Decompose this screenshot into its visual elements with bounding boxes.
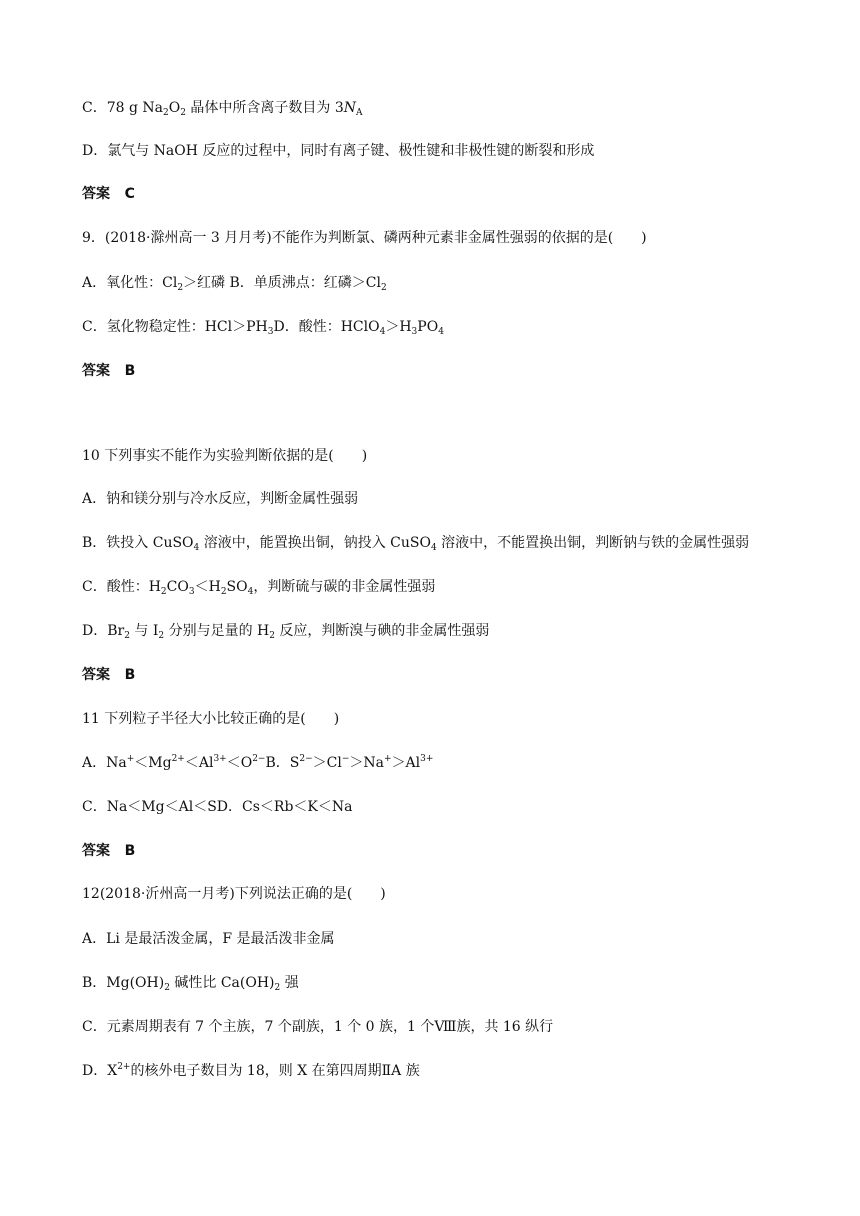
option-8c: C．78 g $Na_2O_2$ 晶体中所含离子数目为 $3N_A$ bbox=[82, 100, 363, 118]
option-10a: A．钠和镁分别与冷水反应，判断金属性强弱 bbox=[82, 491, 359, 507]
option-12a: A．Li 是最活泼金属，F 是最活泼非金属 bbox=[82, 931, 335, 947]
options-11cd: C．Na＜Mg＜Al＜SD．Cs＜Rb＜K＜Na bbox=[82, 799, 353, 815]
option-8d: D．氯气与 NaOH 反应的过程中，同时有离子键、极性键和非极性键的断裂和形成 bbox=[82, 143, 595, 159]
question-9: 9．(2018·滁州高一 3 月月考)不能作为判断氯、磷两种元素非金属性强弱的依据的是( ) bbox=[82, 230, 647, 246]
options-9cd: C．氢化物稳定性：$HCl>PH_3D$．酸性：$HClO_4>H_3PO_4$ bbox=[82, 319, 444, 337]
options-11ab: A．$Na^+<Mg^{2+}<Al^{3+}<O^{2-}B$．$S^{2-}>Cl^->Na^+>Al^{3+}$ bbox=[82, 754, 434, 771]
question-11: 11 下列粒子半径大小比较正确的是( ) bbox=[82, 711, 340, 727]
option-10c: C．酸性：$H_2CO_3<H_2SO_4$，判断硫与碳的非金属性强弱 bbox=[82, 579, 436, 597]
question-10: 10 下列事实不能作为实验判断依据的是( ) bbox=[82, 448, 368, 464]
options-9ab: A．氧化性：$Cl_2>$红磷 B．单质沸点：红磷$>Cl_2$ bbox=[82, 275, 387, 293]
answer-8: 答案 C bbox=[82, 186, 135, 202]
option-10b: B．铁投入 CuSO$_4$ 溶液中，能置换出铜，钠投入 CuSO$_4$ 溶液中，不能置换出铜，判断钠与铁的金属性强弱 bbox=[82, 535, 750, 553]
option-12d: D．$X^{2+}$的核外电子数目为 18，则 X 在第四周期ⅡA 族 bbox=[82, 1062, 420, 1079]
answer-10: 答案 B bbox=[82, 667, 136, 683]
option-12c: C．元素周期表有 7 个主族，7 个副族，1 个 0 族，1 个Ⅷ族，共 16 纵行 bbox=[82, 1019, 554, 1035]
answer-9: 答案 B bbox=[82, 363, 136, 379]
question-12: 12(2018·沂州高一月考)下列说法正确的是( ) bbox=[82, 886, 386, 902]
option-10d: D．$Br_2$ 与 $I_2$ 分别与足量的 $H_2$ 反应，判断溴与碘的非金属性强弱 bbox=[82, 623, 490, 641]
answer-11: 答案 B bbox=[82, 843, 136, 859]
option-12b: B．$Mg(OH)_2$ 碱性比 $Ca(OH)_2$ 强 bbox=[82, 975, 299, 993]
